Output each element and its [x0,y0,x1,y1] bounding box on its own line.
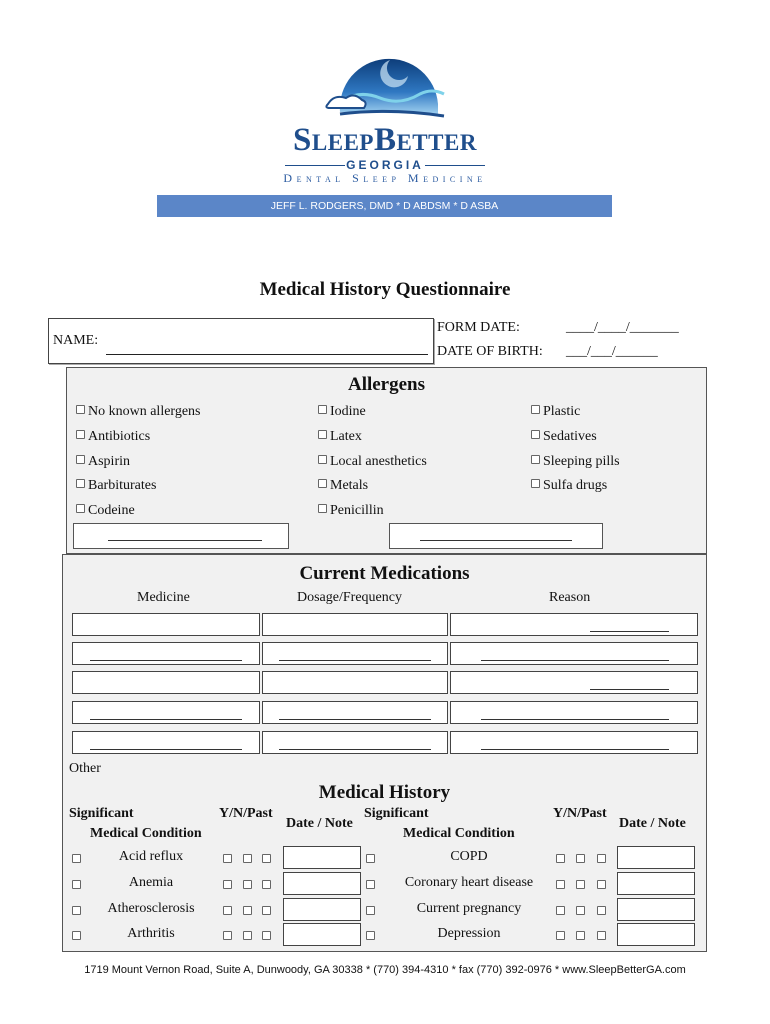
date-note-field[interactable] [617,898,695,921]
allergen-label: Sulfa drugs [543,478,608,493]
form-date-field[interactable]: ____/____/_______ [566,320,679,335]
allergen-label: Sedatives [543,429,597,444]
condition-label: Arthritis [127,926,175,941]
dob-label: DATE OF BIRTH: [437,344,543,359]
significant-checkbox[interactable] [72,931,81,940]
dosage-header: Dosage/Frequency [297,590,402,605]
allergen-checkbox[interactable] [318,405,327,414]
page-title: Medical History Questionnaire [259,279,511,300]
no-checkbox[interactable] [243,880,252,889]
allergen-label: Sleeping pills [543,454,620,469]
date-note-header: Date / Note [619,816,686,831]
medicine-field[interactable] [72,731,260,754]
brand-sub-text: GEORGIA [346,158,424,172]
date-note-header: Date / Note [286,816,353,831]
past-checkbox[interactable] [262,906,271,915]
allergen-label: Local anesthetics [330,454,427,469]
allergen-checkbox[interactable] [318,455,327,464]
medicine-field[interactable] [72,642,260,665]
condition-label: Depression [437,926,501,941]
reason-header: Reason [549,590,591,605]
yes-checkbox[interactable] [556,931,565,940]
reason-field[interactable] [450,671,698,694]
brand-sub [285,158,485,172]
allergen-label: Antibiotics [88,429,151,444]
date-note-field[interactable] [617,923,695,946]
allergen-label: Barbiturates [88,478,157,493]
dosage-field[interactable] [262,613,448,636]
condition-label: Coronary heart disease [404,875,534,890]
no-checkbox[interactable] [243,906,252,915]
dosage-field[interactable] [262,701,448,724]
allergens-title: Allergens [347,374,426,395]
allergen-checkbox[interactable] [76,430,85,439]
allergen-checkbox[interactable] [318,430,327,439]
other-allergen-field-1[interactable] [73,523,289,549]
yes-checkbox[interactable] [223,931,232,940]
date-note-field[interactable] [283,923,361,946]
yes-checkbox[interactable] [556,906,565,915]
no-checkbox[interactable] [576,880,585,889]
name-box [48,318,434,364]
medicine-header: Medicine [137,590,190,605]
other-label: Other [69,761,101,776]
dob-field[interactable]: ___/___/______ [566,344,658,359]
significant-checkbox[interactable] [72,854,81,863]
date-note-field[interactable] [617,846,695,869]
allergen-checkbox[interactable] [76,504,85,513]
brand-name: SleepBetter [293,122,477,158]
medicine-field[interactable] [72,701,260,724]
allergen-checkbox[interactable] [76,455,85,464]
yes-checkbox[interactable] [223,880,232,889]
significant-checkbox[interactable] [366,880,375,889]
allergen-label: Iodine [330,404,366,419]
yes-checkbox[interactable] [223,906,232,915]
footer-address: 1719 Mount Vernon Road, Suite A, Dunwoody, GA 30338 * (770) 394-4310 * fax (770) 392-0976 * www.SleepBetterGA.com [84,964,686,976]
reason-field[interactable] [450,731,698,754]
significant-checkbox[interactable] [366,854,375,863]
yes-checkbox[interactable] [556,880,565,889]
reason-field[interactable] [450,613,698,636]
form-date-label: FORM DATE: [437,320,520,335]
past-checkbox[interactable] [597,931,606,940]
past-checkbox[interactable] [262,931,271,940]
dosage-field[interactable] [262,731,448,754]
allergen-label: Plastic [543,404,581,419]
significant-header: Significant [364,806,429,821]
dosage-field[interactable] [262,642,448,665]
allergen-checkbox[interactable] [318,479,327,488]
allergen-checkbox[interactable] [531,430,540,439]
condition-label: Current pregnancy [416,901,522,916]
significant-checkbox[interactable] [72,880,81,889]
name-label: NAME: [53,333,99,348]
date-note-field[interactable] [283,846,361,869]
no-checkbox[interactable] [243,931,252,940]
ynp-header: Y/N/Past [219,806,273,821]
allergen-checkbox[interactable] [318,504,327,513]
allergen-label: Latex [330,429,362,444]
condition-label: Atherosclerosis [107,901,195,916]
condition-header: Medical Condition [90,826,202,841]
past-checkbox[interactable] [597,854,606,863]
date-note-field[interactable] [283,898,361,921]
allergen-checkbox[interactable] [76,405,85,414]
past-checkbox[interactable] [262,880,271,889]
medications-title: Current Medications [299,563,470,584]
dosage-field[interactable] [262,671,448,694]
allergen-checkbox[interactable] [531,479,540,488]
logo-moon-icon [320,42,450,120]
allergen-checkbox[interactable] [531,455,540,464]
significant-checkbox[interactable] [366,931,375,940]
yes-checkbox[interactable] [556,854,565,863]
significant-checkbox[interactable] [366,906,375,915]
no-checkbox[interactable] [576,854,585,863]
past-checkbox[interactable] [597,880,606,889]
date-note-field[interactable] [283,872,361,895]
no-checkbox[interactable] [576,931,585,940]
other-allergen-field-2[interactable] [389,523,603,549]
allergen-label: Aspirin [88,454,130,469]
past-checkbox[interactable] [597,906,606,915]
no-checkbox[interactable] [576,906,585,915]
allergen-checkbox[interactable] [76,479,85,488]
allergen-label: Codeine [88,503,135,518]
ynp-header: Y/N/Past [553,806,607,821]
significant-header: Significant [69,806,134,821]
reason-field[interactable] [450,701,698,724]
condition-header: Medical Condition [403,826,515,841]
reason-field[interactable] [450,642,698,665]
allergens-panel [66,367,707,554]
past-checkbox[interactable] [262,854,271,863]
no-checkbox[interactable] [243,854,252,863]
medical-history-title: Medical History [318,782,451,803]
allergen-label: Penicillin [330,503,384,518]
doctor-bar: JEFF L. RODGERS, DMD * D ABDSM * D ASBA [157,195,612,217]
condition-label: Anemia [128,875,174,890]
allergen-label: No known allergens [88,404,201,419]
condition-label: COPD [450,849,488,864]
brand-tagline: Dental Sleep Medicine [283,171,487,185]
name-field[interactable] [106,354,428,355]
medicine-field[interactable] [72,671,260,694]
condition-label: Acid reflux [118,849,184,864]
allergen-label: Metals [330,478,369,493]
medications-panel [62,554,707,952]
medicine-field[interactable] [72,613,260,636]
significant-checkbox[interactable] [72,906,81,915]
yes-checkbox[interactable] [223,854,232,863]
allergen-checkbox[interactable] [531,405,540,414]
date-note-field[interactable] [617,872,695,895]
